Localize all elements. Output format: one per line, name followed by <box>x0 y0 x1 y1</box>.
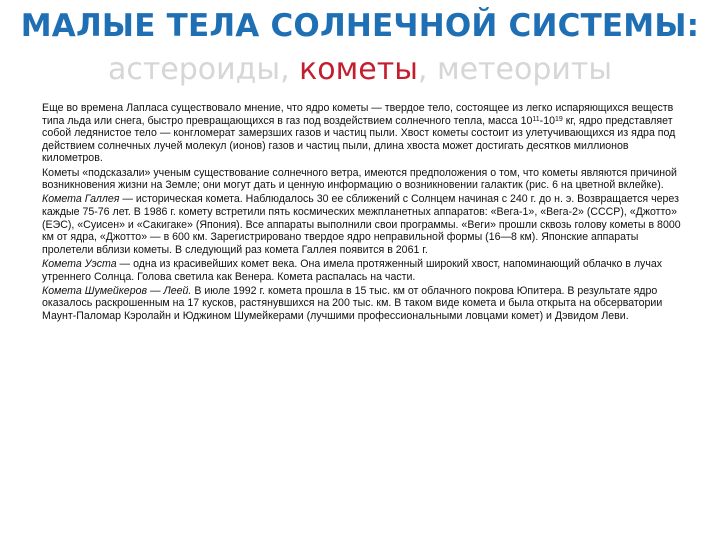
body-text <box>42 102 692 324</box>
paragraph-west-text: — одна из красивейших комет века. Она имела протяженный широкий хвост, напоминающий облачко в лучах утреннего Солнца. Голова светила как Венера. Комета распалась на части. <box>42 257 663 283</box>
paragraph-west <box>42 258 692 283</box>
mass-exponent-high: 19 <box>554 115 563 123</box>
paragraph-nucleus-text-a: Еще во времена Лапласа существовало мнение, что ядро кометы — твердое тело, состоящее из легко испаряющихся веществ типа льда или снега, быстро превращающихся в газ под воздействием солнечного тепла, масса 10 <box>42 102 674 127</box>
paragraph-halley <box>42 193 692 256</box>
paragraph-shoemaker-levy <box>42 285 692 323</box>
slide-subtitle <box>0 52 720 87</box>
paragraph-solar-wind: Кометы «подсказали» ученым существование солнечного ветра, имеются предположения о том, что кометы являются причиной возникновения жизни на Земле; они могут дать и ценную информацию о возникновении галактик (рис. 6 на цветной вклейке). <box>42 166 677 192</box>
paragraph-nucleus <box>42 102 692 165</box>
paragraph-halley-text: — историческая комета. Наблюдалось 30 ее сближений с Солнцем начиная с 240 г. до н. э. Возвращается через каждые 75-76 лет. В 1986 г. комету встретили пять космических межпланетных аппаратов: «Вега-1», «Вега-2» (СССР), «Джотто» (ЕЭС), «Суисен» и «Сакигаке» (Япония). Все аппараты выполнили свои программы. «Веги» прошли сквозь голову кометы в 8000 км от ядра, «Джотто» — в 600 км. Зарегистрировано твердое ядро неправильной формы (16—8 км). Японские аппараты пролетели вблизи кометы. В следующий раз комета Галлея появится в 2061 г. <box>42 193 681 256</box>
slide-title: МАЛЫЕ ТЕЛА СОЛНЕЧНОЙ СИСТЕМЫ: <box>20 8 700 44</box>
mass-range-separator: -10 <box>539 114 555 127</box>
subtitle-part-2: , метеориты <box>417 52 613 87</box>
comet-name-west: Комета Уэста <box>42 257 117 270</box>
comet-name-shoemaker-levy: Комета Шумейкеров — Леей. <box>42 284 192 297</box>
mass-exponent-low: 11 <box>532 115 540 123</box>
subtitle-part-1: астероиды, <box>107 52 300 87</box>
comet-name-halley: Комета Галлея <box>42 193 120 206</box>
subtitle-highlight: кометы <box>299 52 418 87</box>
paragraph-shoemaker-levy-text: В июле 1992 г. комета прошла в 15 тыс. км от облачного покрова Юпитера. В результате ядро оказалось раскрошенным на 17 кусков, растянувшихся на 200 тыс. км. В таком виде комета и была открыта на обсерватории Маунт-Паломар Кэролайн и Юджином Шумейкерами (лучшими профессиональными ловцами комет) и Дэвидом Леви. <box>42 284 663 322</box>
paragraph-nucleus-text-b: кг, ядро представляет собой ледянистое тело — конгломерат замерзших газов и частиц пыли. Хвост кометы состоит из улетучивающихся из ядра под действием солнечных лучей молекул (ионов) газов и частиц пыли, длина хвоста может достигать десятков миллионов километров. <box>42 114 676 165</box>
